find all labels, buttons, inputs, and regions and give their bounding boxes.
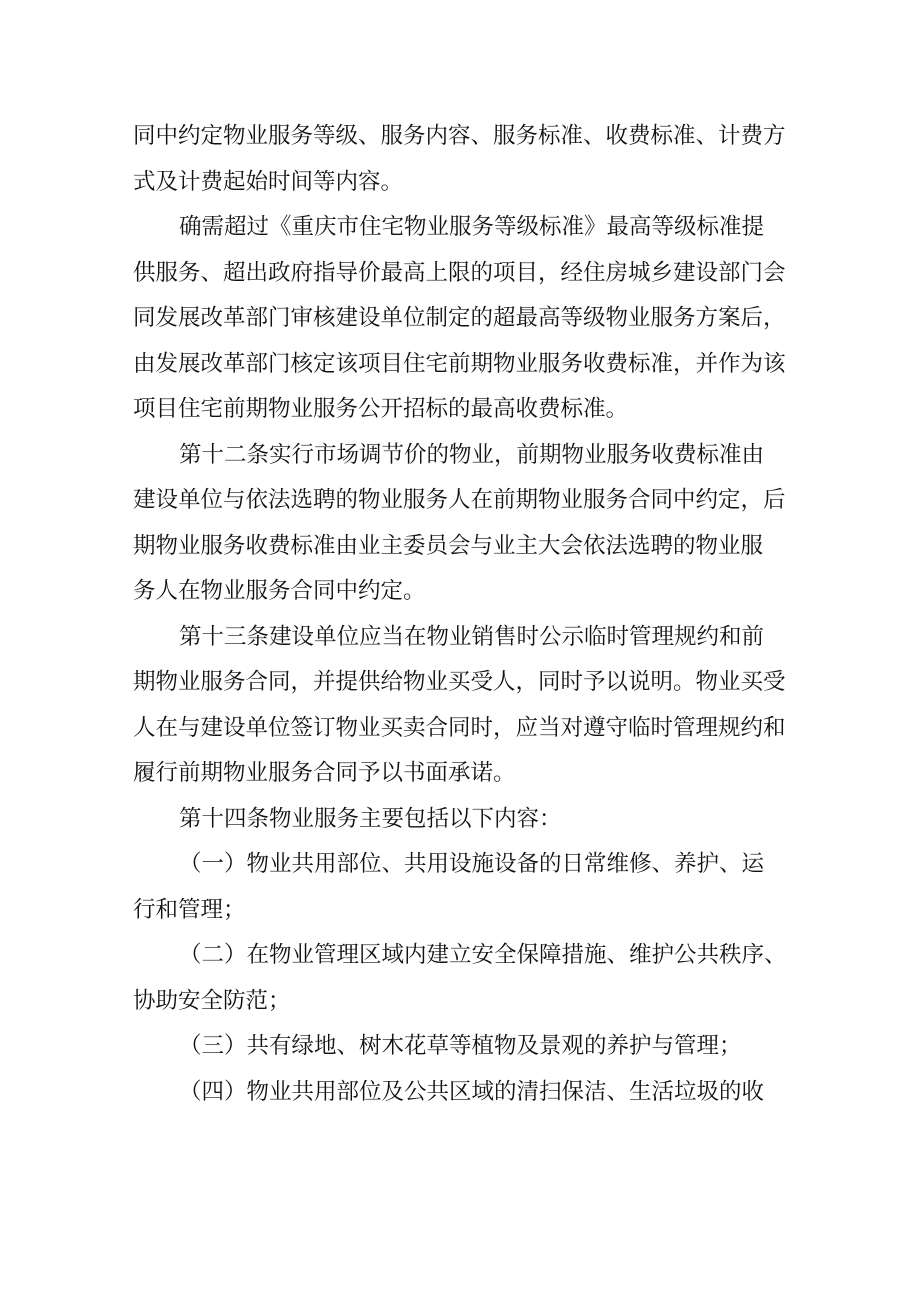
text-line-13: 期物业服务合同，并提供给物业买受人，同时予以说明。物业买受 bbox=[133, 669, 786, 695]
text-line-19: （二）在物业管理区域内建立安全保障措施、维护公共秩序、 bbox=[179, 942, 787, 968]
text-line-14: 人在与建设单位签订物业买卖合同时，应当对遵守临时管理规约和 bbox=[133, 714, 786, 741]
text-line-16: 第十四条物业服务主要包括以下内容： bbox=[179, 805, 562, 832]
text-line-3: 确需超过《重庆市住宅物业服务等级标准》最高等级标准提 bbox=[179, 214, 765, 240]
text-line-7: 项目住宅前期物业服务公开招标的最高收费标准。 bbox=[133, 396, 629, 422]
document-body bbox=[133, 114, 813, 1115]
text-line-1: 同中约定物业服务等级、服务内容、服务标准、收费标准、计费方 bbox=[133, 123, 786, 149]
text-line-6: 由发展改革部门核定该项目住宅前期物业服务收费标准，并作为该 bbox=[133, 350, 786, 377]
text-line-2: 式及计费起始时间等内容。 bbox=[133, 168, 404, 195]
text-line-10: 期物业服务收费标准由业主委员会与业主大会依法选聘的物业服 bbox=[133, 532, 764, 559]
text-line-17: （一）物业共用部位、共用设施设备的日常维修、养护、运 bbox=[179, 851, 765, 877]
text-line-15: 履行前期物业服务合同予以书面承诺。 bbox=[133, 760, 516, 786]
text-line-21: （三）共有绿地、树木花草等植物及景观的养护与管理； bbox=[179, 1033, 742, 1059]
text-line-4: 供服务、超出政府指导价最高上限的项目，经住房城乡建设部门会 bbox=[133, 259, 786, 286]
text-line-9: 建设单位与依法选聘的物业服务人在前期物业服务合同中约定，后 bbox=[133, 487, 786, 513]
text-line-5: 同发展改革部门审核建设单位制定的超最高等级物业服务方案后， bbox=[133, 305, 786, 331]
text-line-20: 协助安全防范； bbox=[133, 987, 291, 1014]
text-line-8: 第十二条实行市场调节价的物业，前期物业服务收费标准由 bbox=[179, 441, 765, 468]
text-line-22: （四）物业共用部位及公共区域的清扫保洁、生活垃圾的收 bbox=[179, 1078, 765, 1105]
text-line-18: 行和管理； bbox=[133, 896, 246, 923]
text-line-12: 第十三条建设单位应当在物业销售时公示临时管理规约和前 bbox=[179, 623, 765, 650]
text-line-11: 务人在物业服务合同中约定。 bbox=[133, 578, 426, 604]
